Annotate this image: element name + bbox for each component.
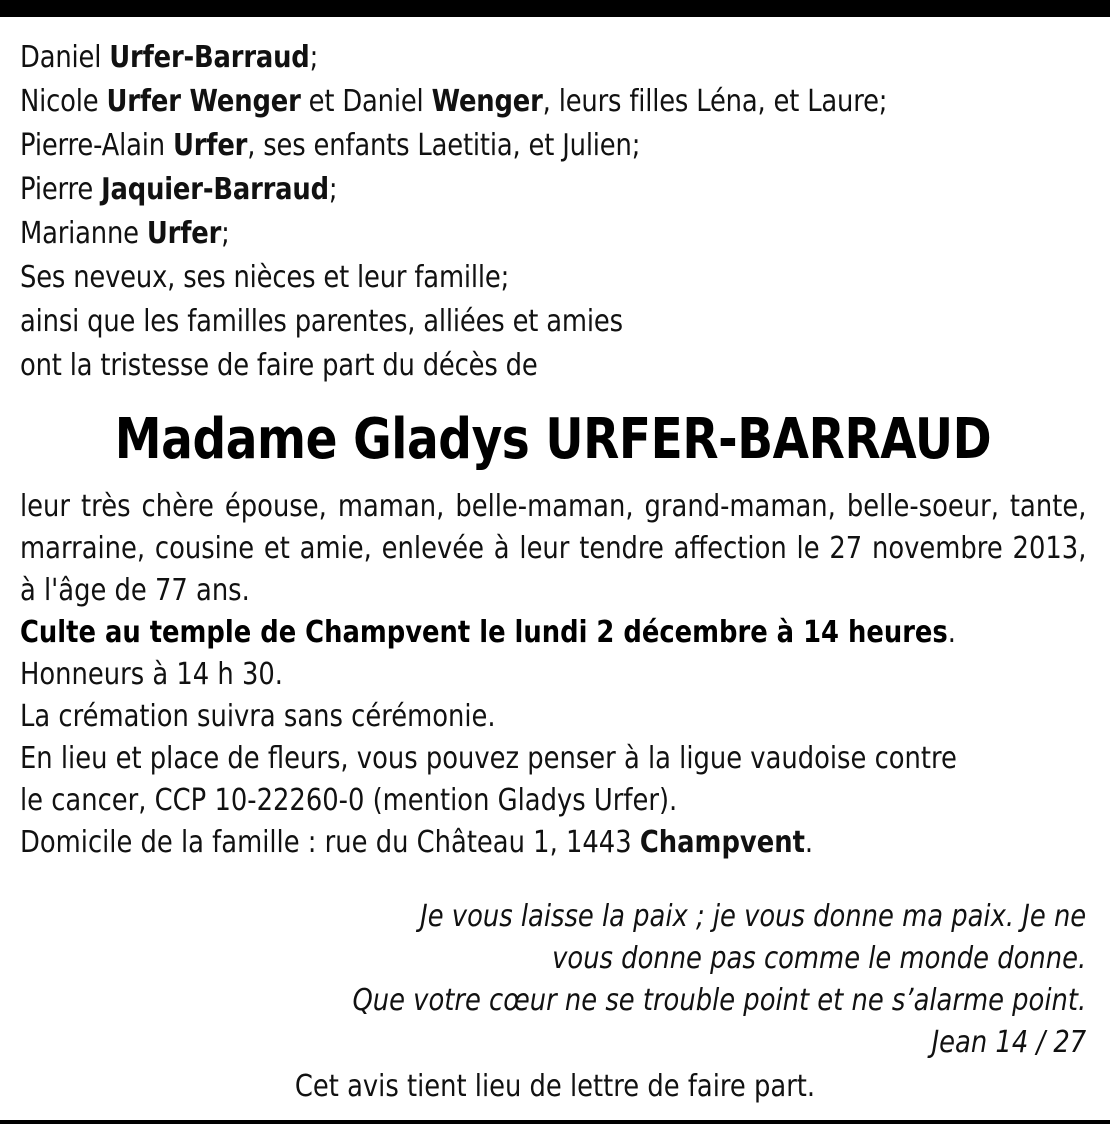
service-period: . — [947, 615, 956, 650]
mourner-rest: ; — [328, 172, 338, 207]
mourner-rest: , leurs filles Léna, et Laure; — [542, 84, 888, 119]
family-line: ont la tristesse de faire part du décès de — [20, 348, 538, 383]
detail-line: le cancer, CCP 10-22260-0 (mention Gladys Urfer). — [20, 783, 678, 818]
deceased-name-heading: Madame Gladys URFER-BARRAUD — [114, 407, 992, 472]
mourner-rest: , ses enfants Laetitia, et Julien; — [247, 128, 641, 163]
domicile-line — [20, 822, 937, 864]
scripture-quote — [233, 896, 1086, 1064]
top-border-rule — [0, 0, 1110, 17]
mourner-surname: Urfer — [172, 128, 248, 163]
mourner-first-name: Daniel — [20, 40, 110, 75]
mourner-line — [20, 36, 937, 80]
bottom-border-rule — [0, 1120, 1110, 1124]
mourner-line — [20, 80, 937, 124]
mourner-line — [20, 168, 937, 212]
mourner-surname: Urfer — [146, 216, 222, 251]
mourner-line — [20, 212, 937, 256]
domicile-address: Domicile de la famille : rue du Château 1, 1443 — [20, 825, 640, 860]
mourner-first-name: Marianne — [20, 216, 147, 251]
family-line: Ses neveux, ses nièces et leur famille; — [20, 260, 510, 295]
detail-line: La crémation suivra sans cérémonie. — [20, 699, 496, 734]
quote-line: Je vous laisse la paix ; je vous donne ma paix. Je ne — [419, 899, 1086, 934]
obituary-body — [20, 36, 1086, 864]
mourner-connector: et Daniel — [300, 84, 432, 119]
service-announcement — [20, 612, 956, 654]
mourner-surname: Urfer Wenger — [106, 84, 301, 119]
quote-line: vous donne pas comme le monde donne. — [551, 941, 1086, 976]
service-text: Culte au temple de Champvent le lundi 2 décembre à 14 heures — [20, 615, 948, 650]
domicile-period: . — [804, 825, 814, 860]
domicile-place: Champvent — [639, 825, 805, 860]
family-line: ainsi que les familles parentes, alliées et amies — [20, 304, 623, 339]
detail-line: En lieu et place de fleurs, vous pouvez penser à la ligue vaudoise contre — [20, 741, 957, 776]
mourner-line — [20, 124, 937, 168]
mourner-first-name: Pierre — [20, 172, 102, 207]
detail-line: Honneurs à 14 h 30. — [20, 657, 283, 692]
mourner-rest: ; — [221, 216, 230, 251]
quote-reference: Jean 14 / 27 — [931, 1025, 1086, 1060]
mourner-first-name: Nicole — [20, 84, 107, 119]
footer-note: Cet avis tient lieu de lettre de faire part. — [294, 1069, 816, 1104]
mourner-surname: Jaquier-Barraud — [101, 172, 329, 207]
mourner-first-name: Pierre-Alain — [20, 128, 173, 163]
mourner-surname-2: Wenger — [431, 84, 543, 119]
mourner-surname: Urfer-Barraud — [109, 40, 310, 75]
mourner-rest: ; — [309, 40, 319, 75]
deceased-description: leur très chère épouse, maman, belle-maman, grand-maman, belle-soeur, tante, marraine, cousine et amie, enlevée à leur tendre affection le 27 novembre 2013, à l'âge de 77 ans. — [20, 489, 1087, 608]
quote-line: Que votre cœur ne se trouble point et ne s’alarme point. — [352, 983, 1086, 1018]
